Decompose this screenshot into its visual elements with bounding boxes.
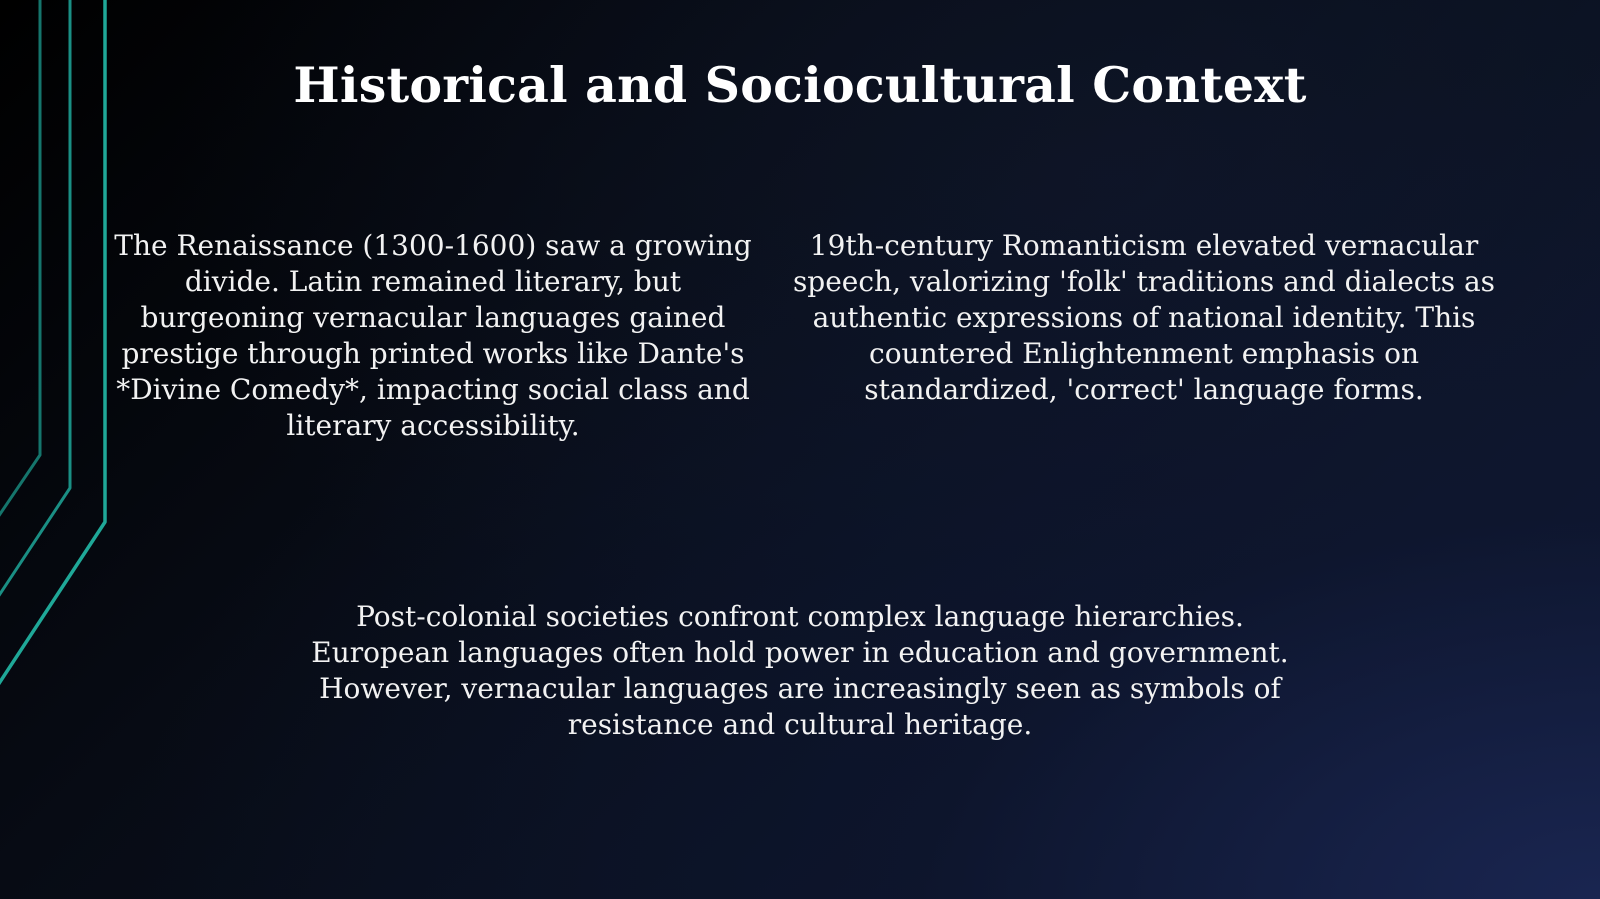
slide-title: Historical and Sociocultural Context (293, 56, 1307, 114)
decorative-accent-lines (0, 0, 140, 899)
renaissance-paragraph: The Renaissance (1300-1600) saw a growing divide. Latin remained literary, but burgeoning vernacular languages gained prestige through printed works like Dante's *Divine Comedy*, impacting social class and literary accessibility. (114, 229, 752, 442)
romanticism-paragraph: 19th-century Romanticism elevated vernacular speech, valorizing 'folk' traditions and dialects as authentic expressions of national identity. This countered Enlightenment emphasis on standardized, 'correct' language forms. (792, 229, 1496, 406)
post-colonial-paragraph: Post-colonial societies confront complex language hierarchies. European languages often hold power in education and government. However, vernacular languages are increasingly seen as symbols of resistance and cultural heritage. (311, 600, 1289, 741)
